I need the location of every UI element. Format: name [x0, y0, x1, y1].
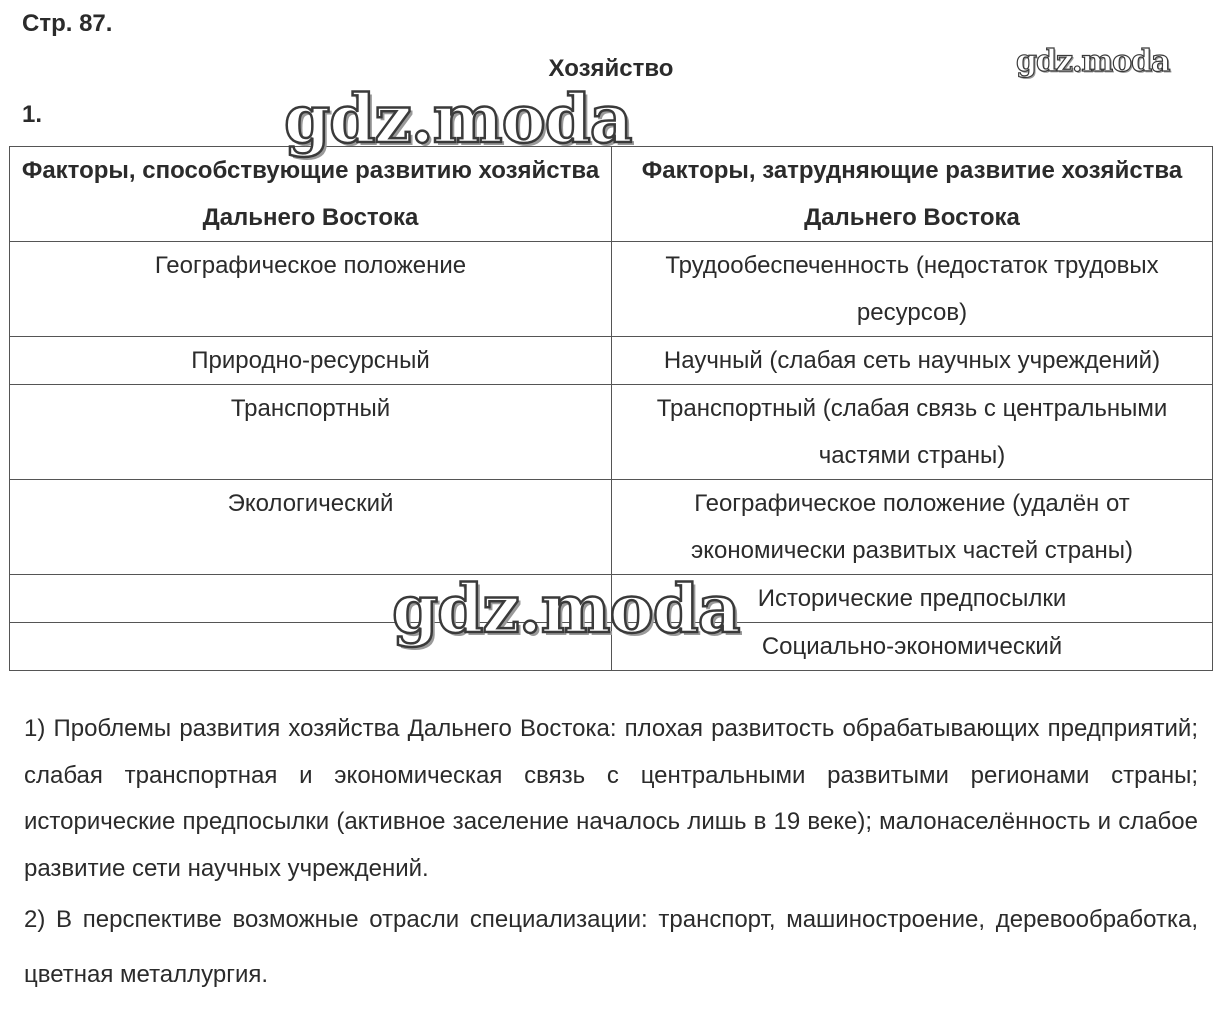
- table-cell: Природно-ресурсный: [10, 337, 612, 385]
- task-number: 1.: [22, 101, 43, 128]
- answer-paragraph-2: 2) В перспективе возможные отрасли специализации: транспорт, машиностроение, деревообработка, цветная металлургия.: [24, 906, 1198, 988]
- table-cell: [10, 623, 612, 671]
- section-title: Хозяйство: [548, 55, 674, 82]
- table-row: [10, 623, 1213, 671]
- table-row: [10, 385, 1213, 480]
- header-favorable-factors: Факторы, способствующие развитию хозяйства Дальнего Востока: [10, 147, 612, 242]
- table-cell: Географическое положение (удалён от экономически развитых частей страны): [612, 480, 1213, 575]
- factors-table: [9, 146, 1213, 671]
- watermark-logo-middle: gdz.moda: [392, 570, 740, 648]
- header-hindering-factors: Факторы, затрудняющие развитие хозяйства Дальнего Востока: [612, 147, 1213, 242]
- table-row: [10, 337, 1213, 385]
- table-cell: Исторические предпосылки: [612, 575, 1213, 623]
- table-cell: Социально-экономический: [612, 623, 1213, 671]
- table-header-row: [10, 147, 1213, 242]
- table-cell: Научный (слабая сеть научных учреждений): [612, 337, 1213, 385]
- table-row: [10, 575, 1213, 623]
- table-cell: Транспортный: [10, 385, 612, 480]
- table-row: [10, 242, 1213, 337]
- table-cell: Трудообеспеченность (недостаток трудовых ресурсов): [612, 242, 1213, 337]
- table-row: [10, 480, 1213, 575]
- answer-paragraph-1: 1) Проблемы развития хозяйства Дальнего Востока: плохая развитость обрабатывающих предприятий; слабая транспортная и экономическая связь с центральными развитыми регионами страны; исторические предпосылки (активное заселение началось лишь в 19 веке); малонаселённость и слабое развитие сети научных учреждений.: [24, 715, 1198, 882]
- page-number: Стр. 87.: [22, 10, 113, 37]
- watermark-logo-top-right: gdz.moda: [1016, 44, 1170, 79]
- table-cell: Экологический: [10, 480, 612, 575]
- table-cell: [10, 575, 612, 623]
- table-cell: Транспортный (слабая связь с центральными частями страны): [612, 385, 1213, 480]
- table-cell: Географическое положение: [10, 242, 612, 337]
- watermark-logo-top: gdz.moda: [284, 80, 632, 158]
